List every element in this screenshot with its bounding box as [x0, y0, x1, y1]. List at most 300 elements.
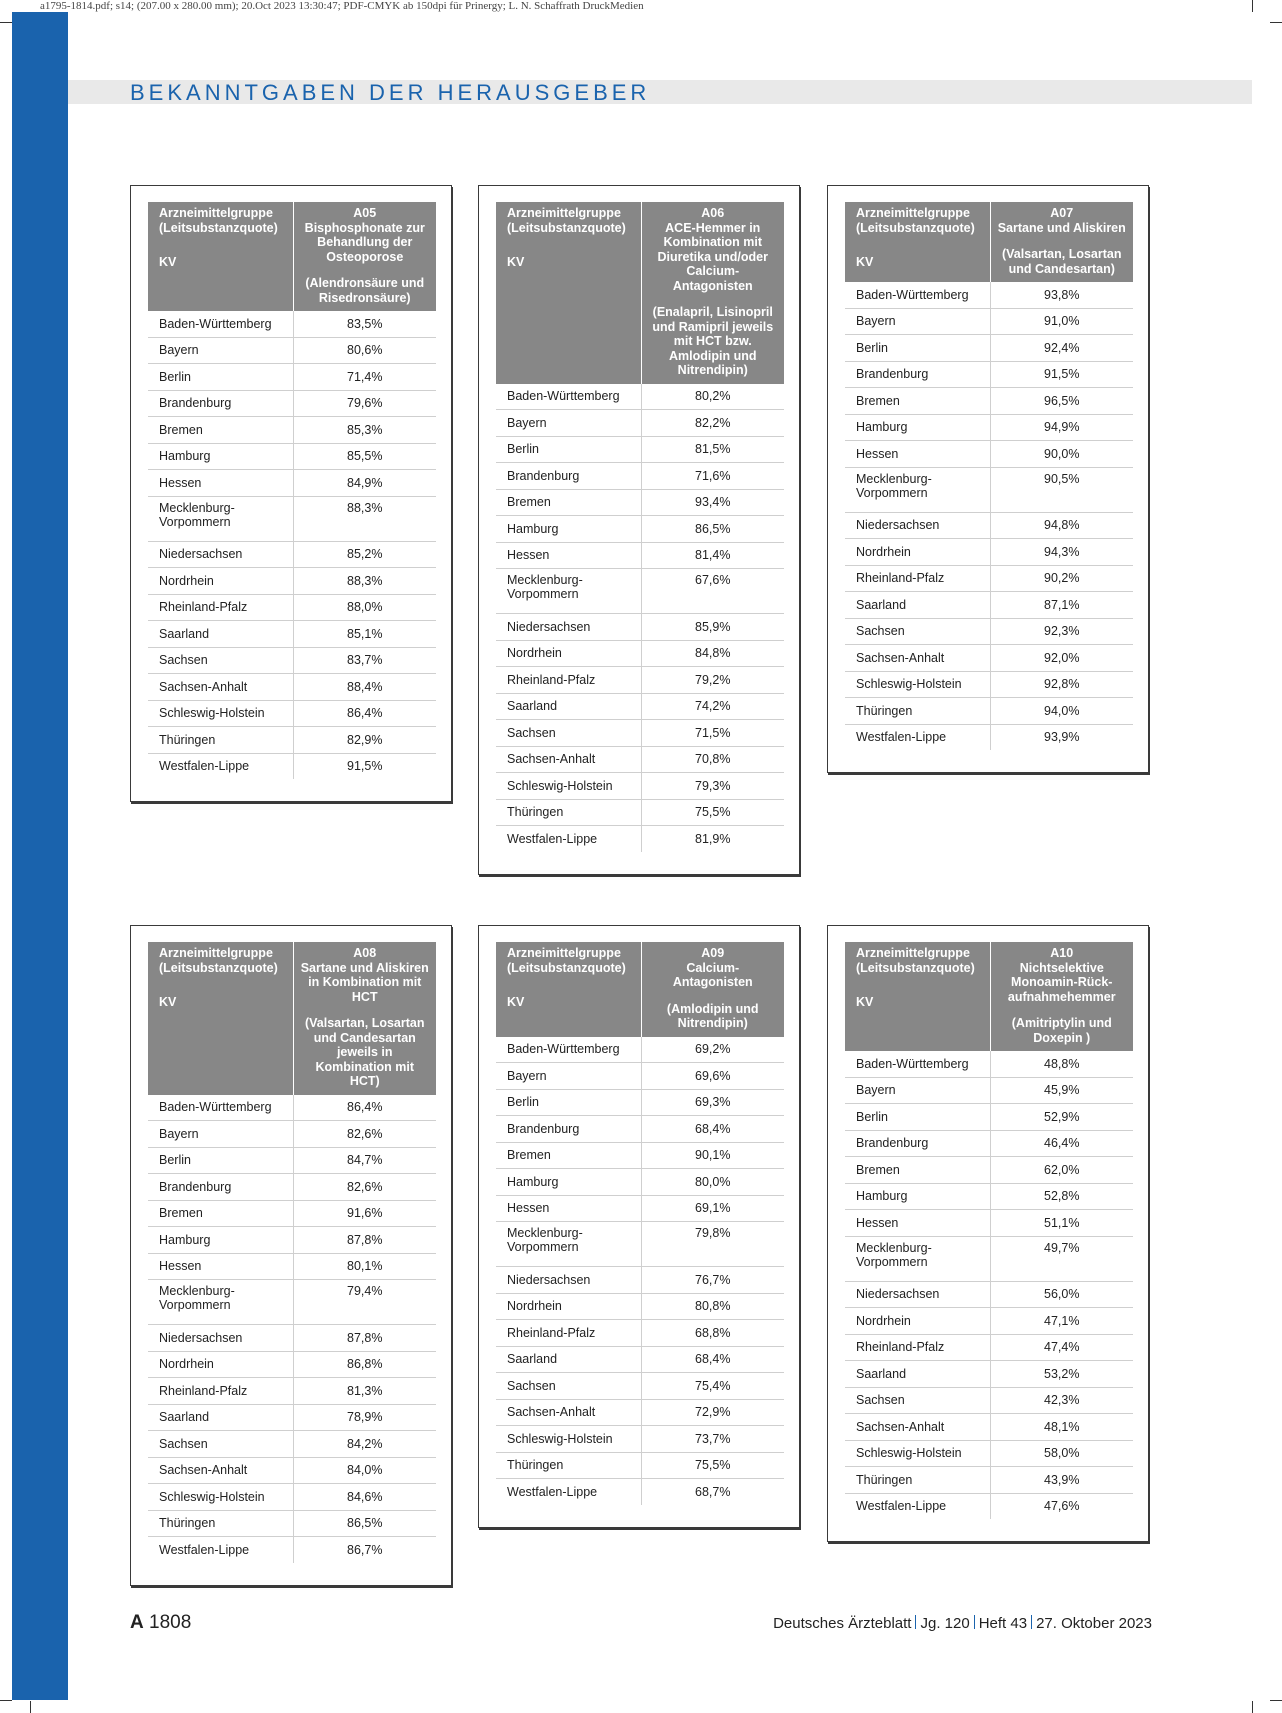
table-row: [148, 674, 436, 701]
table-row: [148, 1378, 436, 1405]
kv-quota-table: [148, 942, 436, 1563]
table-row: [148, 621, 436, 648]
table-row: [148, 364, 436, 391]
table-row: [845, 361, 1133, 388]
table-row: [496, 1452, 784, 1479]
quota-value: 58,0%: [990, 1440, 1133, 1467]
kv-region: Sachsen-Anhalt: [496, 746, 641, 773]
quota-value: 90,2%: [990, 565, 1133, 592]
quota-value: 81,9%: [641, 826, 784, 852]
quota-value: 84,0%: [293, 1457, 436, 1484]
kv-region: Sachsen-Anhalt: [496, 1399, 641, 1426]
table-row: [496, 720, 784, 747]
kv-region: Schleswig-Holstein: [496, 773, 641, 800]
table-row: [148, 1351, 436, 1378]
header-drug-group-cell: [641, 942, 784, 1037]
table-row: [845, 1308, 1133, 1335]
quota-value: 82,2%: [641, 410, 784, 437]
quota-value: 52,8%: [990, 1183, 1133, 1210]
quota-value: 75,5%: [641, 799, 784, 826]
table-row: [496, 1037, 784, 1063]
journal-date: 27. Oktober 2023: [1036, 1615, 1152, 1632]
quota-value: 94,3%: [990, 539, 1133, 566]
drug-group-name: Calcium-Antagonisten: [672, 960, 753, 989]
table-row: [496, 1320, 784, 1347]
table-row: [845, 1361, 1133, 1388]
table-row: [496, 1399, 784, 1426]
kv-region: Berlin: [496, 436, 641, 463]
table-box-bottom-padding: [479, 852, 799, 874]
quota-value: 75,5%: [641, 1452, 784, 1479]
table-row: [496, 1267, 784, 1294]
kv-region: Rheinland-Pfalz: [845, 1334, 990, 1361]
kv-region: Bayern: [496, 1063, 641, 1090]
kv-region: Niedersachsen: [148, 1325, 293, 1352]
quota-value: 85,1%: [293, 621, 436, 648]
header-left-cell: [496, 942, 641, 1037]
table-row: [845, 645, 1133, 672]
kv-region: Schleswig-Holstein: [148, 1484, 293, 1511]
quota-value: 85,5%: [293, 443, 436, 470]
kv-region: Baden-Württemberg: [148, 311, 293, 337]
table-row: [496, 1063, 784, 1090]
quota-value: 69,1%: [641, 1195, 784, 1222]
kv-region: Sachsen-Anhalt: [845, 645, 990, 672]
table-header: [148, 942, 436, 1095]
kv-region: Sachsen: [845, 618, 990, 645]
kv-region: Bremen: [845, 388, 990, 415]
kv-region: Hessen: [148, 1253, 293, 1280]
quota-value: 47,6%: [990, 1493, 1133, 1519]
quota-value: 47,1%: [990, 1308, 1133, 1335]
quota-value: 80,6%: [293, 337, 436, 364]
quota-value: 53,2%: [990, 1361, 1133, 1388]
quota-value: 79,4%: [293, 1280, 436, 1325]
quota-value: 86,5%: [641, 516, 784, 543]
header-row: [148, 202, 436, 311]
kv-region: Rheinland-Pfalz: [148, 594, 293, 621]
table-header: [496, 942, 784, 1037]
quota-value: 80,2%: [641, 384, 784, 410]
kv-region: Sachsen: [496, 720, 641, 747]
header-group-label: Arzneimittelgruppe: [856, 206, 970, 220]
quota-value: 80,0%: [641, 1169, 784, 1196]
kv-region: Hessen: [496, 1195, 641, 1222]
kv-region: Sachsen-Anhalt: [148, 1457, 293, 1484]
page-number: [130, 1612, 191, 1634]
kv-region: Niedersachsen: [496, 614, 641, 641]
table-row: [148, 390, 436, 417]
quota-value: 92,0%: [990, 645, 1133, 672]
table-row: [845, 467, 1133, 512]
quota-value: 85,2%: [293, 541, 436, 568]
kv-region: Berlin: [148, 364, 293, 391]
crop-mark-top-left: [0, 22, 12, 23]
drug-group-code: A05: [353, 206, 377, 220]
quota-value: 82,6%: [293, 1174, 436, 1201]
kv-region: Niedersachsen: [148, 541, 293, 568]
table-row: [845, 618, 1133, 645]
kv-region: Berlin: [845, 335, 990, 362]
quota-value: 84,8%: [641, 640, 784, 667]
kv-region: Brandenburg: [496, 1116, 641, 1143]
kv-region: Thüringen: [496, 799, 641, 826]
kv-region: Brandenburg: [148, 1174, 293, 1201]
table-row: [148, 568, 436, 595]
table-row: [845, 1281, 1133, 1308]
table-row: [496, 799, 784, 826]
table-body: [845, 1051, 1133, 1519]
crop-mark-bottom-left-v: [30, 1701, 31, 1713]
table-row: [496, 569, 784, 614]
drug-group-substances: (Alendronsäure und Risedronsäure): [305, 276, 425, 305]
kv-region: Nordrhein: [496, 1293, 641, 1320]
kv-region: Baden-Württemberg: [845, 282, 990, 308]
quota-value: 43,9%: [990, 1467, 1133, 1494]
kv-region: Mecklenburg-​Vorpommern: [845, 467, 990, 512]
table-row: [845, 1440, 1133, 1467]
kv-region: Mecklenburg-​Vorpommern: [148, 496, 293, 541]
table-row: [148, 1484, 436, 1511]
table-row: [496, 614, 784, 641]
footer-separator: [1031, 1615, 1032, 1629]
quota-value: 83,7%: [293, 647, 436, 674]
table-row: [148, 647, 436, 674]
table-row: [496, 640, 784, 667]
quota-value: 68,4%: [641, 1116, 784, 1143]
drug-group-code: A10: [1050, 946, 1074, 960]
kv-region: Bayern: [845, 308, 990, 335]
quota-value: 82,6%: [293, 1121, 436, 1148]
table-box-a09: [478, 925, 800, 1528]
table-row: [148, 594, 436, 621]
drug-group-substances: (Valsartan, Losartan und Candesartan jeweils in Kombination mit HCT): [305, 1016, 425, 1088]
table-row: [148, 311, 436, 337]
quota-value: 84,7%: [293, 1147, 436, 1174]
table-row: [845, 539, 1133, 566]
kv-region: Bremen: [845, 1157, 990, 1184]
quota-value: 79,6%: [293, 390, 436, 417]
table-row: [845, 1077, 1133, 1104]
kv-region: Rheinland-Pfalz: [845, 565, 990, 592]
header-quota-label: (Leitsubstanzquote): [856, 960, 975, 975]
drug-group-name: Bisphosphonate zur Behandlung der Osteoporose: [304, 220, 425, 264]
kv-region: Sachsen: [845, 1387, 990, 1414]
kv-region: Sachsen-Anhalt: [845, 1414, 990, 1441]
table-row: [148, 496, 436, 541]
table-header: [845, 942, 1133, 1051]
quota-value: 87,8%: [293, 1227, 436, 1254]
table-row: [496, 667, 784, 694]
quota-value: 90,5%: [990, 467, 1133, 512]
quota-value: 82,9%: [293, 727, 436, 754]
drug-group-substances: (Valsartan, Losartan und Candesartan): [1002, 247, 1122, 276]
table-row: [148, 541, 436, 568]
crop-mark-bottom-right: [1270, 1700, 1282, 1701]
quota-value: 80,1%: [293, 1253, 436, 1280]
quota-value: 79,8%: [641, 1222, 784, 1267]
kv-region: Hamburg: [148, 443, 293, 470]
header-row: [496, 942, 784, 1037]
drug-group-substances: (Enalapril, Lisinopril und Ramipril jeweils mit HCT bzw. Amlodipin und Nitrendipin): [652, 305, 774, 377]
table-row: [148, 1431, 436, 1458]
header-kv-label: KV: [159, 255, 177, 269]
kv-region: Bremen: [148, 1200, 293, 1227]
kv-region: Hamburg: [845, 1183, 990, 1210]
table-row: [845, 512, 1133, 539]
header-group-label: Arzneimittelgruppe: [507, 946, 621, 960]
kv-region: Nordrhein: [148, 1351, 293, 1378]
kv-region: Bayern: [148, 1121, 293, 1148]
table-row: [148, 1280, 436, 1325]
quota-value: 42,3%: [990, 1387, 1133, 1414]
quota-value: 78,9%: [293, 1404, 436, 1431]
header-drug-group-cell: [990, 942, 1133, 1051]
table-row: [148, 1147, 436, 1174]
kv-region: Brandenburg: [148, 390, 293, 417]
table-row: [496, 746, 784, 773]
kv-region: Brandenburg: [845, 361, 990, 388]
header-drug-group-cell: [641, 202, 784, 384]
header-quota-label: (Leitsubstanzquote): [159, 960, 278, 975]
kv-region: Bremen: [148, 417, 293, 444]
table-row: [148, 727, 436, 754]
quota-value: 86,7%: [293, 1537, 436, 1563]
quota-value: 84,2%: [293, 1431, 436, 1458]
kv-region: Hamburg: [845, 414, 990, 441]
table-box-a07: [827, 185, 1149, 773]
quota-value: 94,9%: [990, 414, 1133, 441]
table-row: [845, 1051, 1133, 1077]
quota-value: 88,3%: [293, 568, 436, 595]
header-kv-label: KV: [159, 995, 177, 1009]
table-row: [496, 516, 784, 543]
kv-region: Niedersachsen: [845, 512, 990, 539]
table-row: [845, 414, 1133, 441]
table-row: [496, 542, 784, 569]
table-body: [496, 384, 784, 852]
crop-mark-bottom-right-v: [1252, 1701, 1253, 1713]
table-row: [845, 1334, 1133, 1361]
table-box-bottom-padding: [131, 1563, 451, 1585]
quota-value: 94,8%: [990, 512, 1133, 539]
quota-value: 91,5%: [990, 361, 1133, 388]
table-box-a08: [130, 925, 452, 1586]
kv-region: Berlin: [845, 1104, 990, 1131]
kv-region: Bayern: [845, 1077, 990, 1104]
header-left-cell: [148, 942, 293, 1095]
kv-region: Westfalen-Lippe: [507, 1484, 598, 1499]
kv-region: Hessen: [845, 441, 990, 468]
table-header: [845, 202, 1133, 282]
kv-region: Rheinland-Pfalz: [496, 667, 641, 694]
table-row: [496, 1169, 784, 1196]
journal-name: Deutsches Ärzteblatt: [773, 1615, 912, 1632]
quota-value: 96,5%: [990, 388, 1133, 415]
table-row: [148, 1510, 436, 1537]
quota-value: 90,0%: [990, 441, 1133, 468]
kv-region: Brandenburg: [845, 1130, 990, 1157]
quota-value: 79,3%: [641, 773, 784, 800]
quota-value: 70,8%: [641, 746, 784, 773]
quota-value: 68,7%: [641, 1479, 784, 1505]
quota-value: 88,0%: [293, 594, 436, 621]
table-row: [496, 693, 784, 720]
table-row: [845, 1493, 1133, 1519]
quota-value: 48,1%: [990, 1414, 1133, 1441]
table-row: [496, 1479, 784, 1505]
kv-region: Bremen: [496, 489, 641, 516]
table-row: [496, 384, 784, 410]
table-row: [148, 700, 436, 727]
kv-region: Niedersachsen: [496, 1267, 641, 1294]
table-row: [148, 1095, 436, 1121]
table-row: [496, 1373, 784, 1400]
kv-region: Hamburg: [496, 516, 641, 543]
header-kv-label: KV: [856, 995, 874, 1009]
header-quota-label: (Leitsubstanzquote): [159, 220, 278, 235]
kv-region: Sachsen-Anhalt: [148, 674, 293, 701]
header-left-cell: [845, 942, 990, 1051]
kv-region: Brandenburg: [496, 463, 641, 490]
table-row: [496, 1089, 784, 1116]
kv-quota-table: [148, 202, 436, 779]
table-row: [496, 1293, 784, 1320]
table-body: [148, 311, 436, 779]
kv-region: Nordrhein: [845, 1308, 990, 1335]
kv-quota-table: [496, 942, 784, 1505]
table-row: [148, 1227, 436, 1254]
quota-value: 69,6%: [641, 1063, 784, 1090]
header-row: [845, 942, 1133, 1051]
section-title: BEKANNTGABEN DER HERAUSGEBER: [130, 80, 651, 105]
kv-quota-table: [845, 942, 1133, 1519]
table-row: [496, 826, 784, 852]
quota-value: 68,8%: [641, 1320, 784, 1347]
kv-region: Schleswig-Holstein: [845, 1440, 990, 1467]
kv-region: Hessen: [845, 1210, 990, 1237]
quota-value: 68,4%: [641, 1346, 784, 1373]
quota-value: 79,2%: [641, 667, 784, 694]
kv-region: Rheinland-Pfalz: [496, 1320, 641, 1347]
quota-value: 51,1%: [990, 1210, 1133, 1237]
quota-value: 84,6%: [293, 1484, 436, 1511]
table-row: [845, 1236, 1133, 1281]
quota-value: 67,6%: [641, 569, 784, 614]
quota-value: 87,1%: [990, 592, 1133, 619]
quota-value: 73,7%: [641, 1426, 784, 1453]
table-row: [148, 1457, 436, 1484]
header-drug-group-cell: [293, 202, 436, 311]
crop-mark-top-right-v: [1252, 0, 1253, 12]
quota-value: 90,1%: [641, 1142, 784, 1169]
table-row: [845, 671, 1133, 698]
quota-value: 91,6%: [293, 1200, 436, 1227]
drug-group-code: A06: [701, 206, 725, 220]
side-color-bar: [12, 12, 68, 1700]
table-row: [148, 1200, 436, 1227]
print-info-line: a1795-1814.pdf; s14; (207.00 x 280.00 mm); 20.Oct 2023 13:30:47; PDF-CMYK ab 150dpi für Prinergy; L. N. Schaffrath DruckMedien: [40, 0, 644, 12]
drug-group-substances: (Amitriptylin und Doxepin ): [1011, 1016, 1112, 1045]
drug-group-name: ACE-Hemmer in Kombination mit Diuretika und/oder Calcium-Antagonisten: [657, 220, 768, 293]
quota-value: 76,7%: [641, 1267, 784, 1294]
table-row: [496, 773, 784, 800]
quota-value: 91,0%: [990, 308, 1133, 335]
kv-quota-table: [845, 202, 1133, 750]
table-row: [845, 1210, 1133, 1237]
quota-value: 48,8%: [990, 1051, 1133, 1077]
quota-value: 74,2%: [641, 693, 784, 720]
kv-region: Saarland: [496, 1346, 641, 1373]
table-row: [845, 1414, 1133, 1441]
kv-region: Bayern: [148, 337, 293, 364]
quota-value: 80,8%: [641, 1293, 784, 1320]
quota-value: 75,4%: [641, 1373, 784, 1400]
quota-value: 85,9%: [641, 614, 784, 641]
kv-region: Westfalen-Lippe: [856, 1499, 947, 1514]
kv-region: Hamburg: [148, 1227, 293, 1254]
kv-region: Mecklenburg-​Vorpommern: [496, 569, 641, 614]
header-row: [845, 202, 1133, 282]
quota-value: 84,9%: [293, 470, 436, 497]
kv-region: Bremen: [496, 1142, 641, 1169]
quota-value: 71,6%: [641, 463, 784, 490]
header-group-label: Arzneimittelgruppe: [507, 206, 621, 220]
table-row: [496, 1346, 784, 1373]
quota-value: 47,4%: [990, 1334, 1133, 1361]
drug-group-name: Sartane und Aliskiren: [997, 220, 1126, 235]
table-row: [496, 410, 784, 437]
quota-value: 46,4%: [990, 1130, 1133, 1157]
table-box-bottom-padding: [828, 750, 1148, 772]
kv-region: Thüringen: [845, 1467, 990, 1494]
quota-value: 86,4%: [293, 700, 436, 727]
table-row: [845, 441, 1133, 468]
table-row: [148, 753, 436, 779]
quota-value: 87,8%: [293, 1325, 436, 1352]
kv-region: Baden-Württemberg: [148, 1095, 293, 1121]
footer-separator: [915, 1615, 916, 1629]
quota-value: 92,8%: [990, 671, 1133, 698]
kv-region: Rheinland-Pfalz: [148, 1378, 293, 1405]
table-row: [845, 1387, 1133, 1414]
crop-mark-top-right: [1270, 22, 1282, 23]
kv-region: Thüringen: [496, 1452, 641, 1479]
kv-region: Saarland: [496, 693, 641, 720]
kv-region: Thüringen: [148, 1510, 293, 1537]
quota-value: 93,8%: [990, 282, 1133, 308]
table-row: [148, 1537, 436, 1563]
header-kv-label: KV: [507, 995, 525, 1009]
kv-region: Schleswig-Holstein: [496, 1426, 641, 1453]
table-row: [845, 592, 1133, 619]
table-row: [148, 443, 436, 470]
table-row: [148, 1253, 436, 1280]
drug-group-name: Nichtselektive Monoamin-Rück-aufnahmehemmer: [1007, 960, 1116, 1004]
header-group-label: Arzneimittelgruppe: [159, 206, 273, 220]
quota-value: 93,9%: [990, 724, 1133, 750]
header-group-label: Arzneimittelgruppe: [159, 946, 273, 960]
quota-value: 88,3%: [293, 496, 436, 541]
header-kv-label: KV: [856, 255, 874, 269]
table-box-bottom-padding: [131, 779, 451, 801]
kv-region: Baden-Württemberg: [845, 1051, 990, 1077]
kv-region: Westfalen-Lippe: [856, 730, 947, 745]
journal-volume: Jg. 120: [920, 1615, 970, 1632]
kv-region: Nordrhein: [148, 568, 293, 595]
table-row: [148, 1121, 436, 1148]
kv-region: Saarland: [148, 1404, 293, 1431]
